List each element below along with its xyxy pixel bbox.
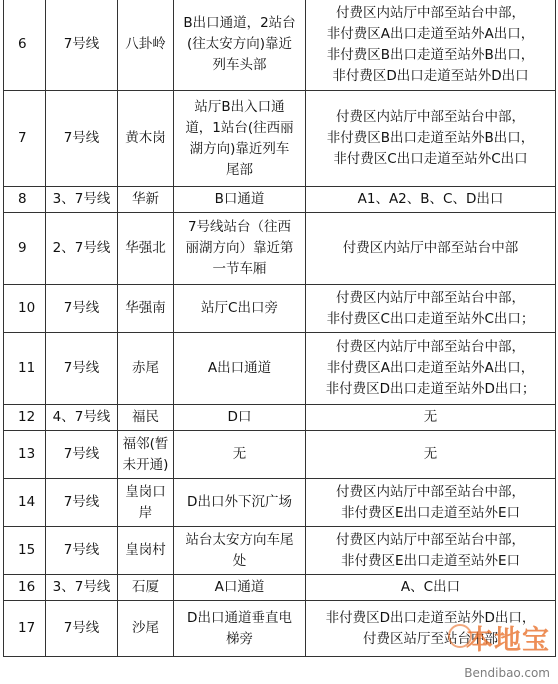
cell-route	[306, 333, 556, 405]
table-row	[4, 91, 556, 187]
cell-number: 7	[4, 91, 46, 187]
cell-route	[306, 0, 556, 91]
cell-position-line: (往太安方向)靠近	[186, 36, 293, 52]
cell-position-line: A口通道	[214, 579, 265, 595]
cell-station: 黄木岗	[118, 91, 174, 187]
cell-position-line: D口	[227, 409, 252, 425]
cell-line: 7号线	[46, 285, 118, 333]
cell-station: 华新	[118, 187, 174, 213]
cell-route-line: 非付费区C出口走道至站外C出口；	[326, 310, 535, 327]
cell-station-line: 岸	[138, 504, 153, 521]
cell-route-line: 非付费区B出口走道至站外B出口，	[326, 46, 535, 63]
watermark	[448, 618, 552, 680]
cell-route	[306, 91, 556, 187]
cell-line: 2、7号线	[46, 213, 118, 285]
cell-position-line: 一节车厢	[212, 261, 267, 277]
cell-number: 10	[4, 285, 46, 333]
cell-route	[306, 527, 556, 575]
cell-station: 沙尾	[118, 601, 174, 657]
cell-number: 6	[4, 0, 46, 91]
cell-number: 11	[4, 333, 46, 405]
cell-position-line: 尾部	[226, 161, 253, 178]
cell-route-line: 非付费区D出口走道至站外D出口，	[325, 609, 536, 626]
cell-station: 福民	[118, 405, 174, 431]
cell-position-line: 处	[232, 552, 247, 569]
cell-line: 3、7号线	[46, 187, 118, 213]
cell-route-line: 非付费区A出口走道至站外A出口，	[326, 360, 535, 376]
cell-position	[174, 601, 306, 657]
cell-position	[174, 213, 306, 285]
station-table	[3, 0, 556, 657]
table-row	[4, 405, 556, 431]
cell-position-line: 梯旁	[226, 630, 253, 647]
cell-route-line: 非付费区D出口走道至站外D出口；	[325, 381, 536, 397]
cell-station-line: 福邻(暂	[122, 435, 169, 452]
cell-station-line: 皇岗口	[125, 483, 166, 500]
cell-route-line: 付费区站厅至站台中部	[363, 630, 498, 647]
cell-line: 7号线	[46, 601, 118, 657]
cell-route-line: 付费区内站厅中部至站台中部，	[336, 531, 525, 548]
cell-number: 17	[4, 601, 46, 657]
cell-position-line: 站厅C出口旁	[201, 300, 278, 316]
cell-route-line: A1、A2、B、C、D出口	[357, 191, 504, 207]
cell-number: 8	[4, 187, 46, 213]
watermark-url: Bendibao.com	[464, 666, 550, 680]
cell-route-line: 付费区内站厅中部至站台中部，	[336, 4, 525, 21]
cell-line: 7号线	[46, 527, 118, 575]
cell-line: 7号线	[46, 431, 118, 479]
cell-position	[174, 187, 306, 213]
cell-route-line: 付费区内站厅中部至站台中部，	[336, 483, 525, 500]
cell-route-line: 付费区内站厅中部至站台中部，	[336, 289, 525, 306]
cell-route-line: 非付费区E出口走道至站外E口	[340, 552, 521, 569]
cell-line: 7号线	[46, 333, 118, 405]
cell-station: 华强南	[118, 285, 174, 333]
cell-route-line: 付费区内站厅中部至站台中部，	[336, 339, 525, 355]
cell-route	[306, 405, 556, 431]
cell-route	[306, 285, 556, 333]
table-row	[4, 285, 556, 333]
cell-position-line: 7号线站台（往西	[187, 219, 292, 235]
cell-station-line: 未开通)	[122, 456, 169, 473]
cell-route	[306, 187, 556, 213]
table-row	[4, 0, 556, 91]
cell-number: 14	[4, 479, 46, 527]
cell-position-line: B口通道	[214, 191, 265, 207]
cell-station: 赤尾	[118, 333, 174, 405]
cell-route-line: 付费区内站厅中部至站台中部，	[336, 109, 525, 125]
cell-number: 12	[4, 405, 46, 431]
cell-number: 16	[4, 575, 46, 601]
cell-position-line: 站台太安方向车尾	[185, 531, 294, 548]
cell-line: 7号线	[46, 91, 118, 187]
cell-route	[306, 431, 556, 479]
cell-route-line: 无	[423, 409, 438, 425]
cell-position	[174, 479, 306, 527]
cell-position	[174, 405, 306, 431]
cell-station: 华强北	[118, 213, 174, 285]
cell-line: 7号线	[46, 479, 118, 527]
table-row	[4, 213, 556, 285]
table-row	[4, 333, 556, 405]
cell-position-line: 无	[232, 446, 247, 462]
cell-station	[118, 479, 174, 527]
cell-route-line: 非付费区A出口走道至站外A出口，	[326, 25, 535, 42]
table-row	[4, 575, 556, 601]
cell-line: 4、7号线	[46, 405, 118, 431]
cell-position-line: D出口通道垂直电	[187, 609, 292, 626]
watermark-logo: 本地宝	[466, 625, 550, 656]
cell-position-line: 湖方向)靠近列车	[189, 140, 290, 157]
cell-position	[174, 91, 306, 187]
cell-position	[174, 431, 306, 479]
cell-number: 9	[4, 213, 46, 285]
cell-position	[174, 527, 306, 575]
cell-route-line: 无	[423, 446, 438, 462]
cell-position	[174, 333, 306, 405]
cell-number: 13	[4, 431, 46, 479]
table-row	[4, 527, 556, 575]
table-row	[4, 431, 556, 479]
cell-position-line: 列车头部	[212, 57, 267, 73]
cell-position-line: B出口通道，2站台	[183, 15, 296, 31]
cell-route-line: 付费区内站厅中部至站台中部	[342, 240, 519, 256]
table-row	[4, 187, 556, 213]
cell-position-line: D出口外下沉广场	[187, 494, 292, 510]
cell-line: 7号线	[46, 0, 118, 91]
cell-position-line: 道，1站台(往西丽	[185, 119, 294, 136]
cell-route-line: 非付费区D出口走道至站外D出口	[332, 67, 529, 84]
cell-route	[306, 213, 556, 285]
cell-line: 3、7号线	[46, 575, 118, 601]
cell-station	[118, 431, 174, 479]
cell-route-line: 非付费区C出口走道至站外C出口	[333, 151, 528, 167]
cell-position	[174, 575, 306, 601]
cell-position-line: 站厅B出入口通	[194, 98, 285, 115]
cell-route	[306, 575, 556, 601]
cell-route-line: 非付费区B出口走道至站外B出口，	[326, 130, 535, 146]
cell-route	[306, 479, 556, 527]
cell-position	[174, 285, 306, 333]
cell-station: 皇岗村	[118, 527, 174, 575]
cell-position-line: A出口通道	[207, 360, 272, 376]
cell-station: 八卦岭	[118, 0, 174, 91]
cell-number: 15	[4, 527, 46, 575]
cell-route-line: A、C出口	[400, 579, 461, 595]
cell-position	[174, 0, 306, 91]
cell-station: 石厦	[118, 575, 174, 601]
table-row	[4, 479, 556, 527]
cell-position-line: 丽湖方向）靠近第	[185, 240, 294, 256]
cell-route-line: 非付费区E出口走道至站外E口	[340, 504, 521, 521]
